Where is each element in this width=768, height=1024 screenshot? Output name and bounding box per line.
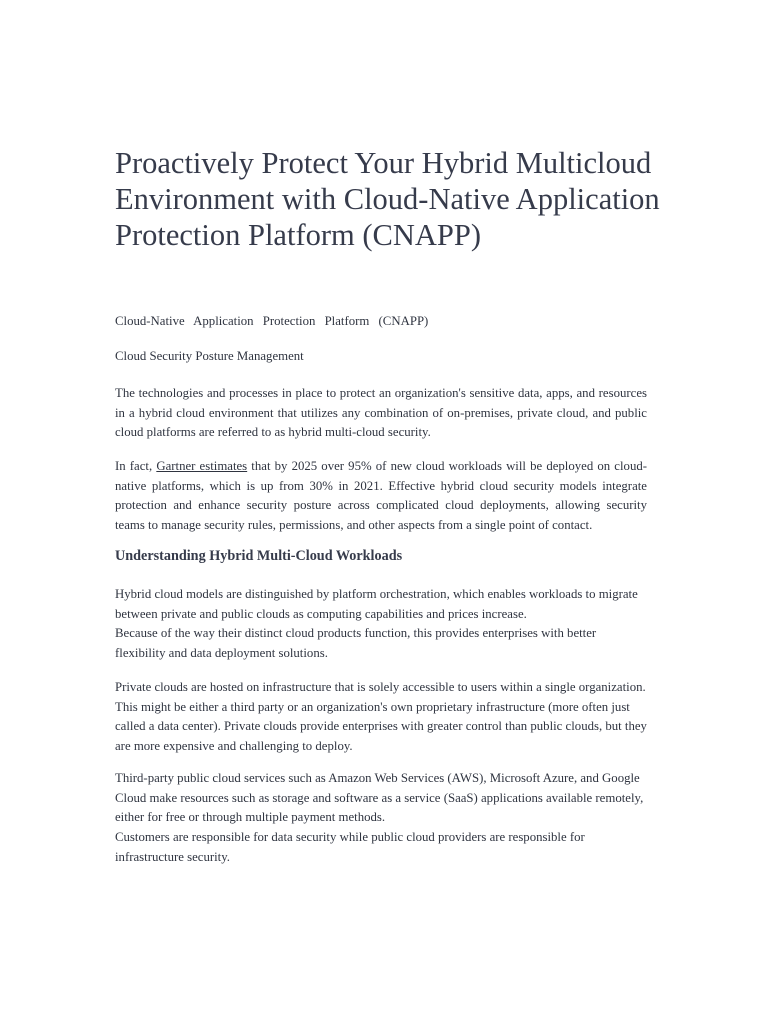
paragraph-gartner xyxy=(115,457,647,535)
paragraph-hybrid-models: Hybrid cloud models are distinguished by platform orchestration, which enables workloads to migrate between private and public clouds as computing capabilities and prices increase. xyxy=(115,587,638,621)
paragraph-gartner-suffix: that by 2025 over 95% of new cloud workloads will be deployed on cloud-native platforms, which is up from 30% in 2021. Effective hybrid cloud security models integrate protection and enhance security posture across complicated cloud deployments, allowing security teams to manage security rules, permissions, and other aspects from a single point of contact. xyxy=(115,459,648,532)
paragraph-intro: The technologies and processes in place to protect an organization's sensitive data, apps, and resources in a hybrid cloud environment that utilizes any combination of on-premises, private cloud, and public cloud platforms are referred to as hybrid multi-cloud security. xyxy=(115,386,647,440)
paragraph-gartner-prefix: In fact, xyxy=(115,459,157,473)
page-title: Proactively Protect Your Hybrid Multicloud Environment with Cloud-Native Application Protection Platform (CNAPP) xyxy=(115,146,660,252)
paragraph-public-clouds: Third-party public cloud services such as Amazon Web Services (AWS), Microsoft Azure, and Google Cloud make resources such as storage and software as a service (SaaS) applications available remotely, either for free or through multiple payment methods. xyxy=(115,771,644,825)
paragraph-responsibility: Customers are responsible for data security while public cloud providers are responsible for infrastructure security. xyxy=(115,830,585,864)
tag-line-cspm: Cloud Security Posture Management xyxy=(115,349,304,363)
tag-line-cnapp: Cloud-Native Application Protection Platform (CNAPP) xyxy=(115,314,429,328)
gartner-estimates-link[interactable]: Gartner estimates xyxy=(156,459,248,473)
paragraph-private-clouds: Private clouds are hosted on infrastructure that is solely accessible to users within a single organization. This might be either a third party or an organization's own proprietary infrastructure (more often just called a data center). Private clouds provide enterprises with greater control than public clouds, but they are more expensive and challenging to deploy. xyxy=(115,680,647,753)
paragraph-flexibility: Because of the way their distinct cloud products function, this provides enterprises with better flexibility and data deployment solutions. xyxy=(115,626,597,660)
section-heading-workloads: Understanding Hybrid Multi-Cloud Workloads xyxy=(115,548,403,564)
